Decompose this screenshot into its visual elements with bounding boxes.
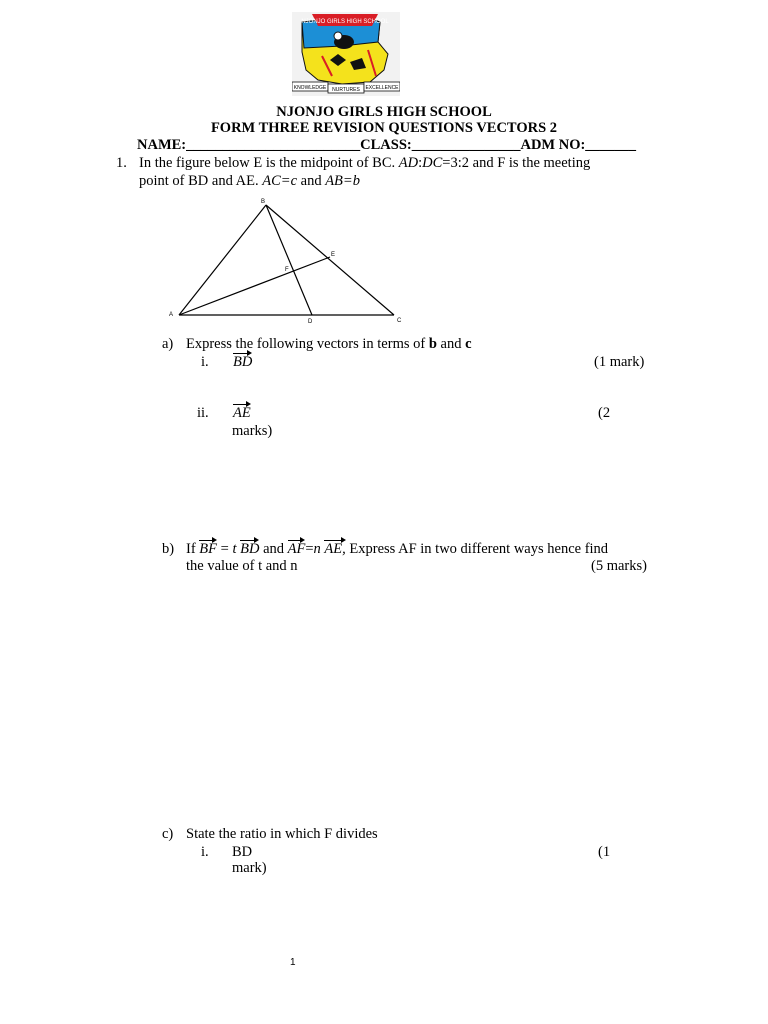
point-c-label: C — [397, 318, 402, 324]
student-info-line — [137, 137, 636, 154]
logo-motto-right: EXCELLENCE — [365, 85, 399, 91]
part-b-eq2: = — [305, 541, 314, 557]
part-a-and: and — [440, 336, 462, 352]
ab-label: AB= — [325, 173, 353, 189]
question-line-2 — [139, 173, 360, 190]
part-a-ii-marks-1: (2 — [598, 405, 611, 421]
vector-bf: BF — [199, 541, 218, 557]
part-a-text — [186, 336, 472, 353]
ac-label: AC= — [262, 173, 291, 189]
vector-b: b — [352, 173, 360, 189]
part-c-text: State the ratio in which F divides — [186, 826, 378, 842]
school-logo — [292, 12, 400, 96]
scalar-n: n — [313, 541, 321, 557]
logo-motto-left: KNOWLEDGE — [293, 85, 327, 91]
name-label: NAME:________________________ — [137, 137, 361, 153]
scalar-t: t — [232, 541, 237, 557]
and-text: and — [300, 173, 322, 189]
point-e-label: E — [331, 252, 336, 258]
ratio-colon: : — [418, 155, 423, 171]
point-b-label: B — [261, 199, 266, 205]
part-a-i-number: i. — [201, 354, 209, 370]
point-d-label: D — [308, 319, 313, 325]
ratio-value: =3:2 — [442, 155, 470, 171]
part-b-and: and — [263, 541, 285, 557]
paper-title: FORM THREE REVISION QUESTIONS VECTORS 2 — [210, 120, 558, 136]
part-b-label: b) — [162, 541, 175, 557]
part-b-eq1: = — [220, 541, 229, 557]
vector-c: c — [290, 173, 298, 189]
vector-af: AF — [287, 541, 306, 557]
part-a-ii-marks-2: marks) — [232, 423, 273, 439]
part-c-label: c) — [162, 826, 174, 842]
ratio-ad: AD — [398, 155, 419, 171]
part-a-i-vector — [233, 354, 252, 371]
part-b-line-2: the value of t and n — [186, 558, 298, 574]
part-c-i-marks-1: (1 — [598, 844, 611, 860]
part-a-b: b — [428, 336, 437, 352]
vector-ae-b: AE, — [324, 541, 346, 557]
triangle-diagram — [165, 194, 411, 328]
part-b-marks: (5 marks) — [591, 558, 647, 574]
school-name: NJONJO GIRLS HIGH SCHOOL — [276, 104, 492, 120]
part-a-label: a) — [162, 336, 174, 352]
logo-graphic — [292, 12, 400, 96]
segment-bd — [266, 205, 312, 315]
side-bc — [266, 205, 394, 315]
q1-line1-b: and F is the meeting — [472, 155, 591, 171]
part-a-text-pre: Express the following vectors in terms of — [186, 336, 426, 352]
part-b-rest: Express AF in two different ways hence find — [349, 541, 609, 557]
part-a-i-marks: (1 mark) — [594, 354, 645, 370]
vector-bd-b: BD — [240, 541, 260, 557]
part-b-if: If — [186, 541, 196, 557]
question-line-1 — [139, 155, 590, 172]
point-f-label: F — [285, 267, 289, 273]
page-number: 1 — [290, 957, 296, 968]
part-c-i-number: i. — [201, 844, 209, 860]
class-label: CLASS:_______________ — [360, 137, 521, 153]
part-c-i-marks-2: mark) — [232, 860, 267, 876]
part-a-c: c — [465, 336, 472, 352]
q1-line2-a: point of BD and AE. — [139, 173, 259, 189]
q1-line1-a: In the figure below E is the midpoint of BC. — [139, 155, 396, 171]
part-a-ii-number: ii. — [197, 405, 209, 421]
vector-ae: AE — [233, 405, 251, 421]
question-number: 1. — [116, 155, 127, 171]
part-b-line-1 — [186, 541, 608, 558]
vector-bd: BD — [233, 354, 253, 370]
adm-label: ADM NO:_______ — [520, 137, 637, 153]
triangle-figure — [165, 194, 411, 328]
logo-motto-mid: NURTURES — [332, 87, 360, 93]
point-a-label: A — [169, 312, 174, 318]
ratio-dc: DC — [422, 155, 443, 171]
logo-top-text: NJONJO GIRLS HIGH SCHOOL — [301, 19, 389, 25]
part-a-ii-vector — [233, 405, 251, 422]
part-c-i-text: BD — [232, 844, 253, 860]
